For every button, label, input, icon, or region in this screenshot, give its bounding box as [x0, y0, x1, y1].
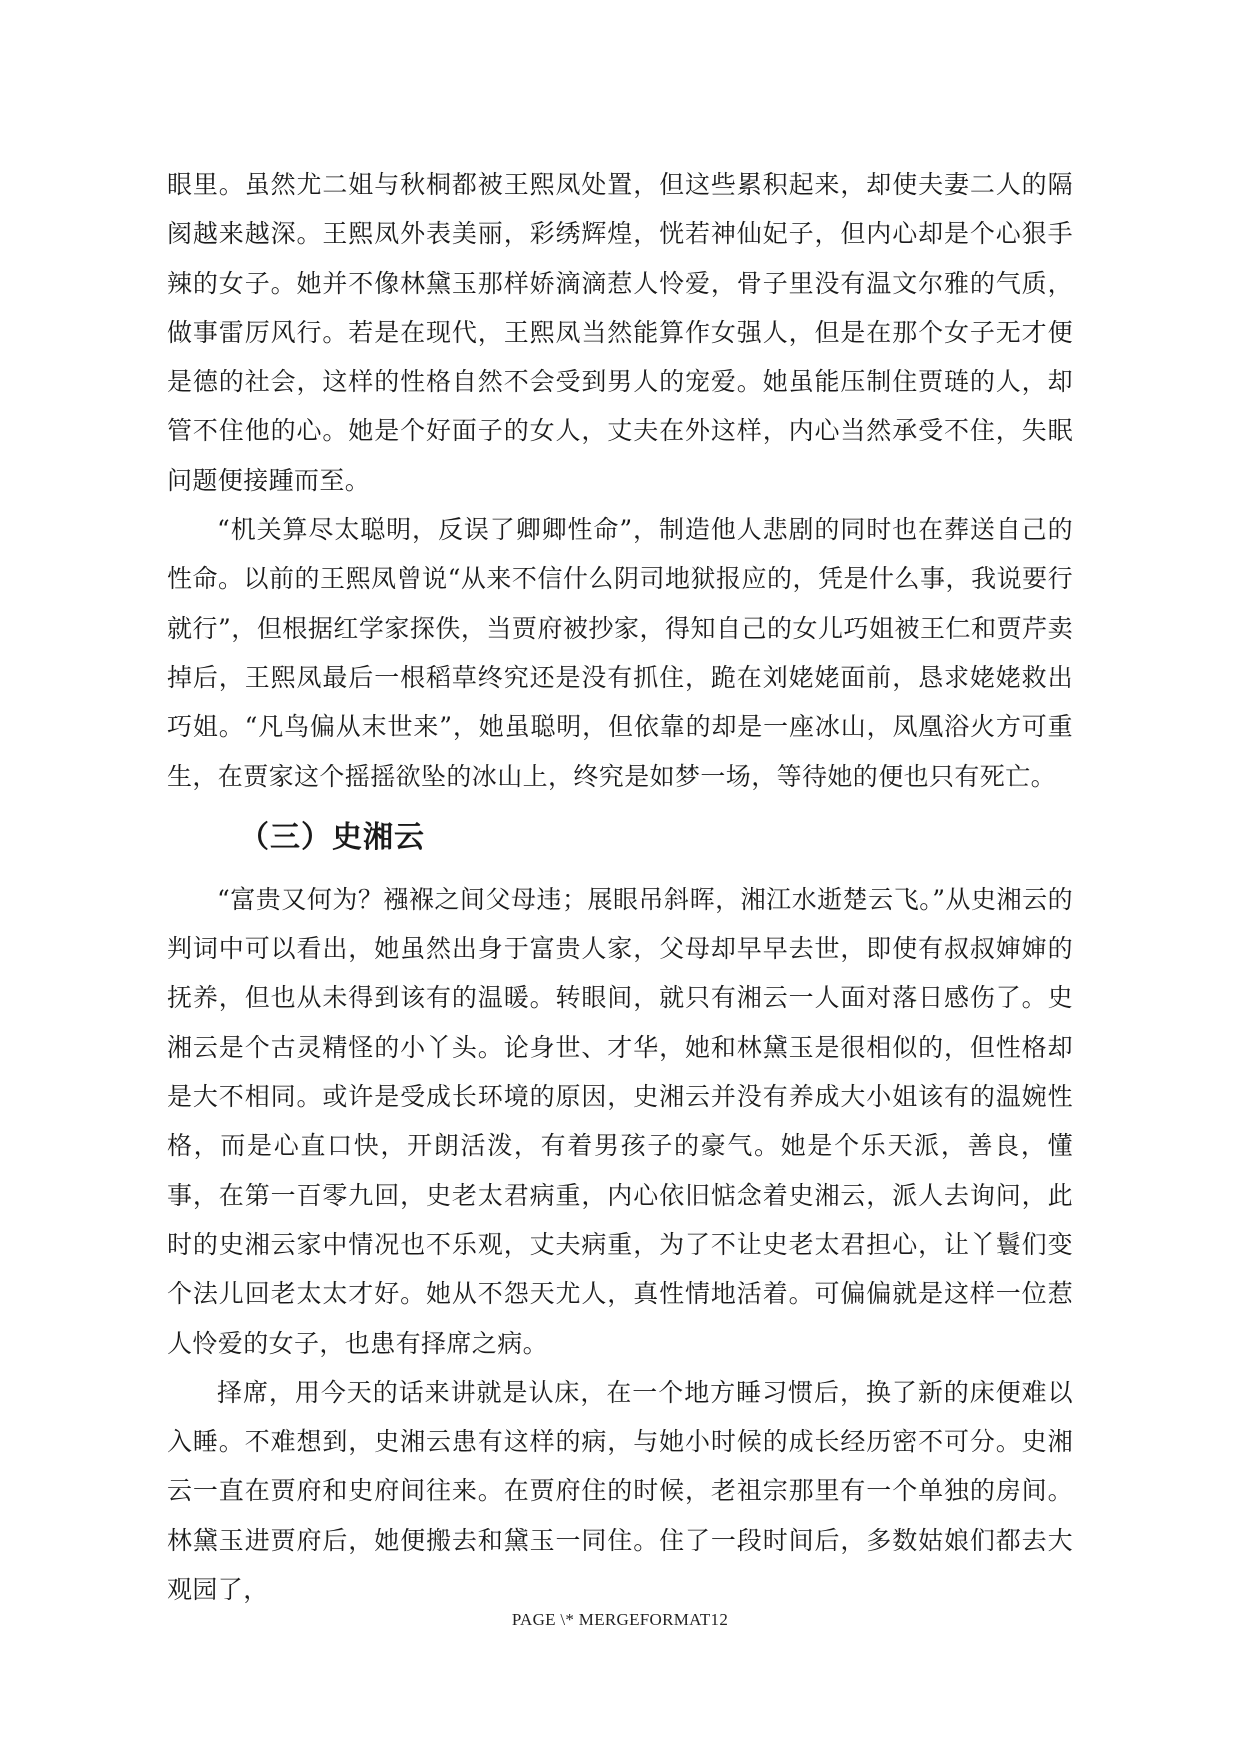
page-footer: PAGE \* MERGEFORMAT12 — [511, 1610, 729, 1629]
body-text — [167, 160, 1073, 1614]
paragraph-shi-xiangyun-2: 择席，用今天的话来讲就是认床，在一个地方睡习惯后，换了新的床便难以入睡。不难想到，史湘云患有这样的病，与她小时候的成长经历密不可分。史湘云一直在贾府和史府间往来。在贾府住的时候，老祖宗那里有一个单独的房间。林黛玉进贾府后，她便搬去和黛玉一同住。住了一段时间后，多数姑娘们都去大观园了， — [167, 1377, 1073, 1605]
paragraph-shi-xiangyun-1: “富贵又何为？襁褓之间父母违；展眼吊斜晖，湘江水逝楚云飞。”从史湘云的判词中可以看出，她虽然出身于富贵人家，父母却早早去世，即使有叔叔婶婶的抚养，但也从未得到该有的温暖。转眼间，就只有湘云一人面对落日感伤了。史湘云是个古灵精怪的小丫头。论身世、才华，她和林黛玉是很相似的，但性格却是大不相同。或许是受成长环境的原因，史湘云并没有养成大小姐该有的温婉性格，而是心直口快，开朗活泼，有着男孩子的豪气。她是个乐天派，善良，懂事，在第一百零九回，史老太君病重，内心依旧惦念着史湘云，派人去询问，此时的史湘云家中情况也不乐观，丈夫病重，为了不让史老太君担心，让丫鬟们变个法儿回老太太才好。她从不怨天尤人，真性情地活着。可偏偏就是这样一位惹人怜爱的女子，也患有择席之病。 — [167, 884, 1073, 1358]
section-heading: （三）史湘云 — [239, 819, 425, 855]
paragraph-wang-xifeng-1: 眼里。虽然尤二姐与秋桐都被王熙凤处置，但这些累积起来，却使夫妻二人的隔阂越来越深。王熙凤外表美丽，彩绣辉煌，恍若神仙妃子，但内心却是个心狠手辣的女子。她并不像林黛玉那样娇滴滴惹人怜爱，骨子里没有温文尔雅的气质，做事雷厉风行。若是在现代，王熙凤当然能算作女强人，但是在那个女子无才便是德的社会，这样的性格自然不会受到男人的宠爱。她虽能压制住贾琏的人，却管不住他的心。她是个好面子的女人，丈夫在外这样，内心当然承受不住，失眠问题便接踵而至。 — [167, 170, 1073, 495]
paragraph-wang-xifeng-2: “机关算尽太聪明，反误了卿卿性命”，制造他人悲剧的同时也在葬送自己的性命。以前的王熙凤曾说“从来不信什么阴司地狱报应的，凭是什么事，我说要行就行”，但根据红学家探佚，当贾府被抄家，得知自己的女儿巧姐被王仁和贾芹卖掉后，王熙凤最后一根稻草终究还是没有抓住，跪在刘姥姥面前，恳求姥姥救出巧姐。“凡鸟偏从末世来”，她虽聪明，但依靠的却是一座冰山，凤凰浴火方可重生，在贾家这个摇摇欲坠的冰山上，终究是如梦一场，等待她的便也只有死亡。 — [167, 515, 1073, 791]
